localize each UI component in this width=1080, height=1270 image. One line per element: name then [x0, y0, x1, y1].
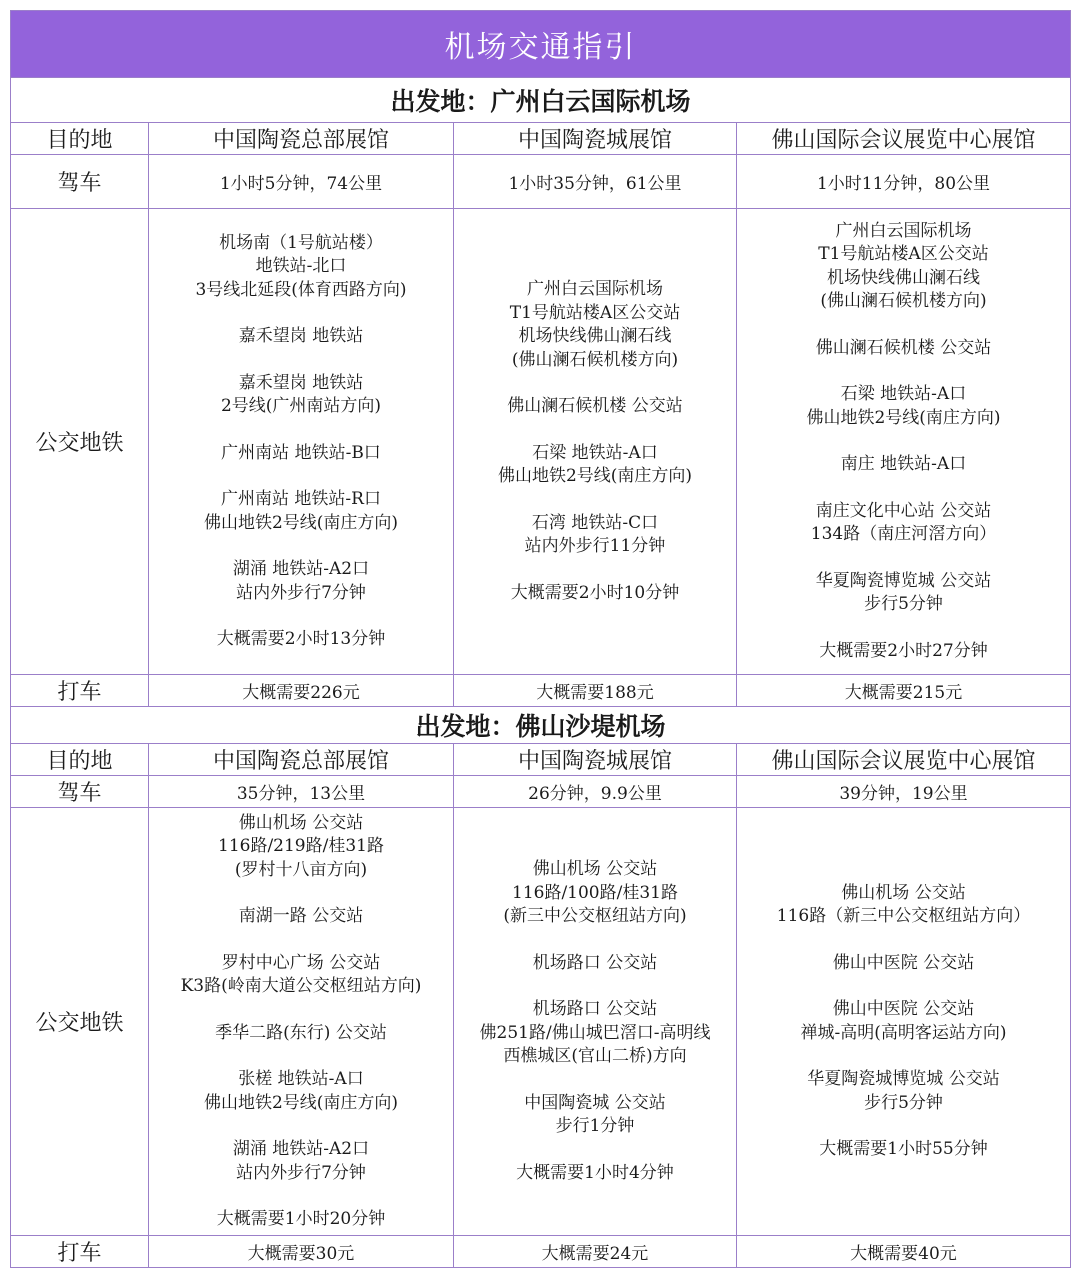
transit-step: [149, 325, 453, 349]
transit-step-line: 116路（新三中公交枢纽站方向）: [776, 906, 1031, 926]
transit-step-line: 佛山中医院 公交站: [832, 999, 975, 1019]
transit-step-line: 南庄文化中心站 公交站: [815, 500, 992, 521]
transit-step-line: 大概需要1小时4分钟: [516, 1162, 674, 1183]
transit-step-line: 机场南（1号航站楼）: [219, 232, 383, 253]
transit-step-line: 佛山机场 公交站: [532, 859, 658, 879]
transit-route: [454, 209, 737, 675]
transit-step-line: (佛山澜石候机楼方向): [820, 291, 987, 312]
dest-header: 佛山国际会议展览中心展馆: [737, 123, 1071, 155]
transit-step-line: 佛山机场 公交站: [238, 812, 364, 833]
transit-step-line: 佛山中医院 公交站: [832, 952, 975, 973]
transit-step-line: 大概需要2小时10分钟: [510, 582, 680, 603]
transit-step: [454, 1162, 736, 1186]
transit-step-line: 大概需要1小时20分钟: [216, 1209, 386, 1229]
transit-label: 公交地铁: [11, 209, 149, 675]
transit-step-line: 机场快线佛山澜石线: [827, 267, 980, 288]
transit-step-line: 机场路口 公交站: [532, 999, 658, 1019]
transit-step: [737, 1138, 1070, 1162]
title-row: [11, 11, 1071, 78]
transit-step-line: 佛山澜石候机楼 公交站: [507, 396, 683, 416]
transit-step: [737, 500, 1070, 547]
transit-step: [737, 220, 1070, 314]
destination-header-row-1: [11, 123, 1071, 155]
transit-step: [454, 512, 736, 559]
transit-step-line: 张槎 地铁站-A口: [238, 1069, 364, 1089]
transit-step: [454, 998, 736, 1069]
transit-step-line: 广州南站 地铁站-B口: [221, 442, 381, 463]
transit-step-line: 广州白云国际机场: [835, 220, 972, 241]
drive-label: 驾车: [11, 776, 149, 808]
transit-route: [149, 808, 454, 1236]
transit-step: [454, 582, 736, 606]
transit-step: [149, 372, 453, 419]
page-title: 机场交通指引: [11, 11, 1071, 78]
transit-step-line: 大概需要2小时13分钟: [216, 629, 386, 649]
transit-step: [149, 1138, 453, 1185]
taxi-value: 大概需要188元: [454, 675, 737, 707]
transit-step-line: 116路/219路/桂31路: [218, 836, 384, 856]
transit-step: [149, 1022, 453, 1046]
taxi-value: 大概需要30元: [149, 1236, 454, 1268]
dest-header: 中国陶瓷城展馆: [454, 123, 737, 155]
transit-route: [737, 209, 1071, 675]
transit-step-line: 步行5分钟: [864, 594, 943, 615]
taxi-value: 大概需要226元: [149, 675, 454, 707]
transit-route: [149, 209, 454, 675]
transit-step: [149, 1068, 453, 1115]
transit-step-line: 华夏陶瓷博览城 公交站: [815, 570, 992, 591]
drive-value: 26分钟，9.9公里: [454, 776, 737, 808]
taxi-row-2: [11, 1236, 1071, 1268]
transit-step-line: 西樵城区(官山二桥)方向: [503, 1046, 687, 1066]
transit-step-line: 134路（南庄河滘方向）: [810, 524, 997, 545]
transit-step-line: 116路/100路/桂31路: [512, 882, 678, 903]
airport-transport-table: [10, 10, 1071, 1268]
transit-step-line: 步行1分钟: [555, 1116, 635, 1136]
transit-step-line: 佛山地铁2号线(南庄方向): [497, 466, 693, 486]
transit-step-line: 罗村中心广场 公交站: [221, 952, 381, 973]
transit-step-line: 地铁站-北口: [255, 256, 347, 276]
dest-header: 佛山国际会议展览中心展馆: [737, 744, 1071, 776]
transit-step-line: 石梁 地铁站-A口: [532, 442, 658, 463]
transit-step: [454, 1092, 736, 1139]
transit-step: [149, 1208, 453, 1232]
transit-step: [149, 442, 453, 466]
transit-step-line: 佛山地铁2号线(南庄方向): [203, 1092, 399, 1113]
transit-step-line: 广州南站 地铁站-R口: [221, 489, 381, 509]
taxi-value: 大概需要24元: [454, 1236, 737, 1268]
transit-step-line: 石梁 地铁站-A口: [840, 384, 967, 405]
transit-step-line: (佛山澜石候机楼方向): [511, 349, 679, 370]
dest-header: 中国陶瓷总部展馆: [149, 123, 454, 155]
transit-step-line: 禅城-高明(高明客运站方向): [800, 1022, 1007, 1043]
transit-step: [454, 395, 736, 419]
origin-heading: 出发地：佛山沙堤机场: [11, 707, 1071, 744]
transit-step: [737, 383, 1070, 430]
dest-header: 中国陶瓷城展馆: [454, 744, 737, 776]
transit-route: [737, 808, 1071, 1236]
transit-step: [149, 232, 453, 303]
transit-step-line: 华夏陶瓷城博览城 公交站: [807, 1069, 1000, 1089]
transit-step-line: 2号线(广州南站方向): [220, 396, 382, 416]
transit-step-line: T1号航站楼A区公交站: [509, 302, 681, 323]
transit-step-line: 佛山澜石候机楼 公交站: [815, 337, 992, 358]
transit-step-line: 机场路口 公交站: [532, 952, 658, 973]
transit-label: 公交地铁: [11, 808, 149, 1236]
transit-step-line: 步行5分钟: [864, 1092, 943, 1113]
drive-value: 39分钟，19公里: [737, 776, 1071, 808]
transit-step: [149, 952, 453, 999]
taxi-label: 打车: [11, 1236, 149, 1268]
transit-row-1: [11, 209, 1071, 675]
transit-step: [737, 337, 1070, 361]
destination-header-row-2: [11, 744, 1071, 776]
transit-step: [454, 952, 736, 976]
transit-step-line: (新三中公交枢纽站方向): [503, 906, 687, 926]
transit-step-line: 嘉禾望岗 地铁站: [238, 372, 364, 393]
drive-label: 驾车: [11, 155, 149, 209]
transit-step-line: 湖涌 地铁站-A2口: [232, 559, 370, 579]
transit-step-line: 南湖一路 公交站: [238, 906, 364, 926]
transit-step-line: 嘉禾望岗 地铁站: [238, 326, 364, 346]
dest-header: 中国陶瓷总部展馆: [149, 744, 454, 776]
transit-step-line: 佛山地铁2号线(南庄方向): [806, 407, 1001, 428]
transit-step-line: 广州白云国际机场: [527, 279, 663, 299]
transit-step-line: T1号航站楼A区公交站: [818, 244, 989, 265]
transit-step-line: 站内外步行7分钟: [236, 1162, 366, 1183]
transit-row-2: [11, 808, 1071, 1236]
dest-label: 目的地: [11, 744, 149, 776]
transit-step: [737, 882, 1070, 929]
dest-label: 目的地: [11, 123, 149, 155]
taxi-label: 打车: [11, 675, 149, 707]
taxi-value: 大概需要215元: [737, 675, 1071, 707]
drive-value: 1小时35分钟，61公里: [454, 155, 737, 209]
transit-step-line: 机场快线佛山澜石线: [518, 326, 672, 346]
transit-step-line: 站内外步行11分钟: [524, 536, 666, 556]
transit-step-line: 季华二路(东行) 公交站: [215, 1022, 387, 1043]
transit-step: [737, 453, 1070, 477]
transit-step-line: 佛山地铁2号线(南庄方向): [203, 512, 399, 533]
drive-value: 1小时11分钟，80公里: [737, 155, 1071, 209]
taxi-row-1: [11, 675, 1071, 707]
transit-step-line: 湖涌 地铁站-A2口: [232, 1139, 370, 1159]
drive-value: 1小时5分钟，74公里: [149, 155, 454, 209]
transit-step: [454, 858, 736, 929]
origin-row-2: [11, 707, 1071, 744]
transit-step-line: 南庄 地铁站-A口: [840, 454, 967, 475]
transit-step-line: 佛251路/佛山城巴滘口-高明线: [479, 1022, 711, 1043]
transit-step: [149, 905, 453, 929]
transit-step: [737, 1068, 1070, 1115]
transit-step: [737, 640, 1070, 664]
transit-step-line: 站内外步行7分钟: [236, 582, 366, 603]
drive-row-2: [11, 776, 1071, 808]
transit-step: [149, 488, 453, 535]
transit-step: [454, 442, 736, 489]
transit-step-line: 中国陶瓷城 公交站: [524, 1092, 666, 1113]
transit-step: [737, 952, 1070, 976]
transit-step-line: K3路(岭南大道公交枢纽站方向): [180, 976, 422, 996]
transit-step: [737, 570, 1070, 617]
origin-row-1: [11, 78, 1071, 123]
transit-step: [149, 812, 453, 883]
transit-step-line: (罗村十八亩方向): [234, 859, 368, 880]
transit-step-line: 大概需要1小时55分钟: [819, 1139, 988, 1159]
transit-route: [454, 808, 737, 1236]
drive-row-1: [11, 155, 1071, 209]
transit-step-line: 石湾 地铁站-C口: [531, 512, 659, 533]
transit-step-line: 佛山机场 公交站: [841, 882, 966, 903]
taxi-value: 大概需要40元: [737, 1236, 1071, 1268]
transit-step: [149, 558, 453, 605]
transit-step: [737, 998, 1070, 1045]
drive-value: 35分钟，13公里: [149, 776, 454, 808]
transit-step: [149, 628, 453, 652]
transit-step-line: 大概需要2小时27分钟: [819, 640, 988, 661]
transit-step: [454, 278, 736, 372]
origin-heading: 出发地：广州白云国际机场: [11, 78, 1071, 123]
transit-step-line: 3号线北延段(体育西路方向): [195, 279, 407, 300]
